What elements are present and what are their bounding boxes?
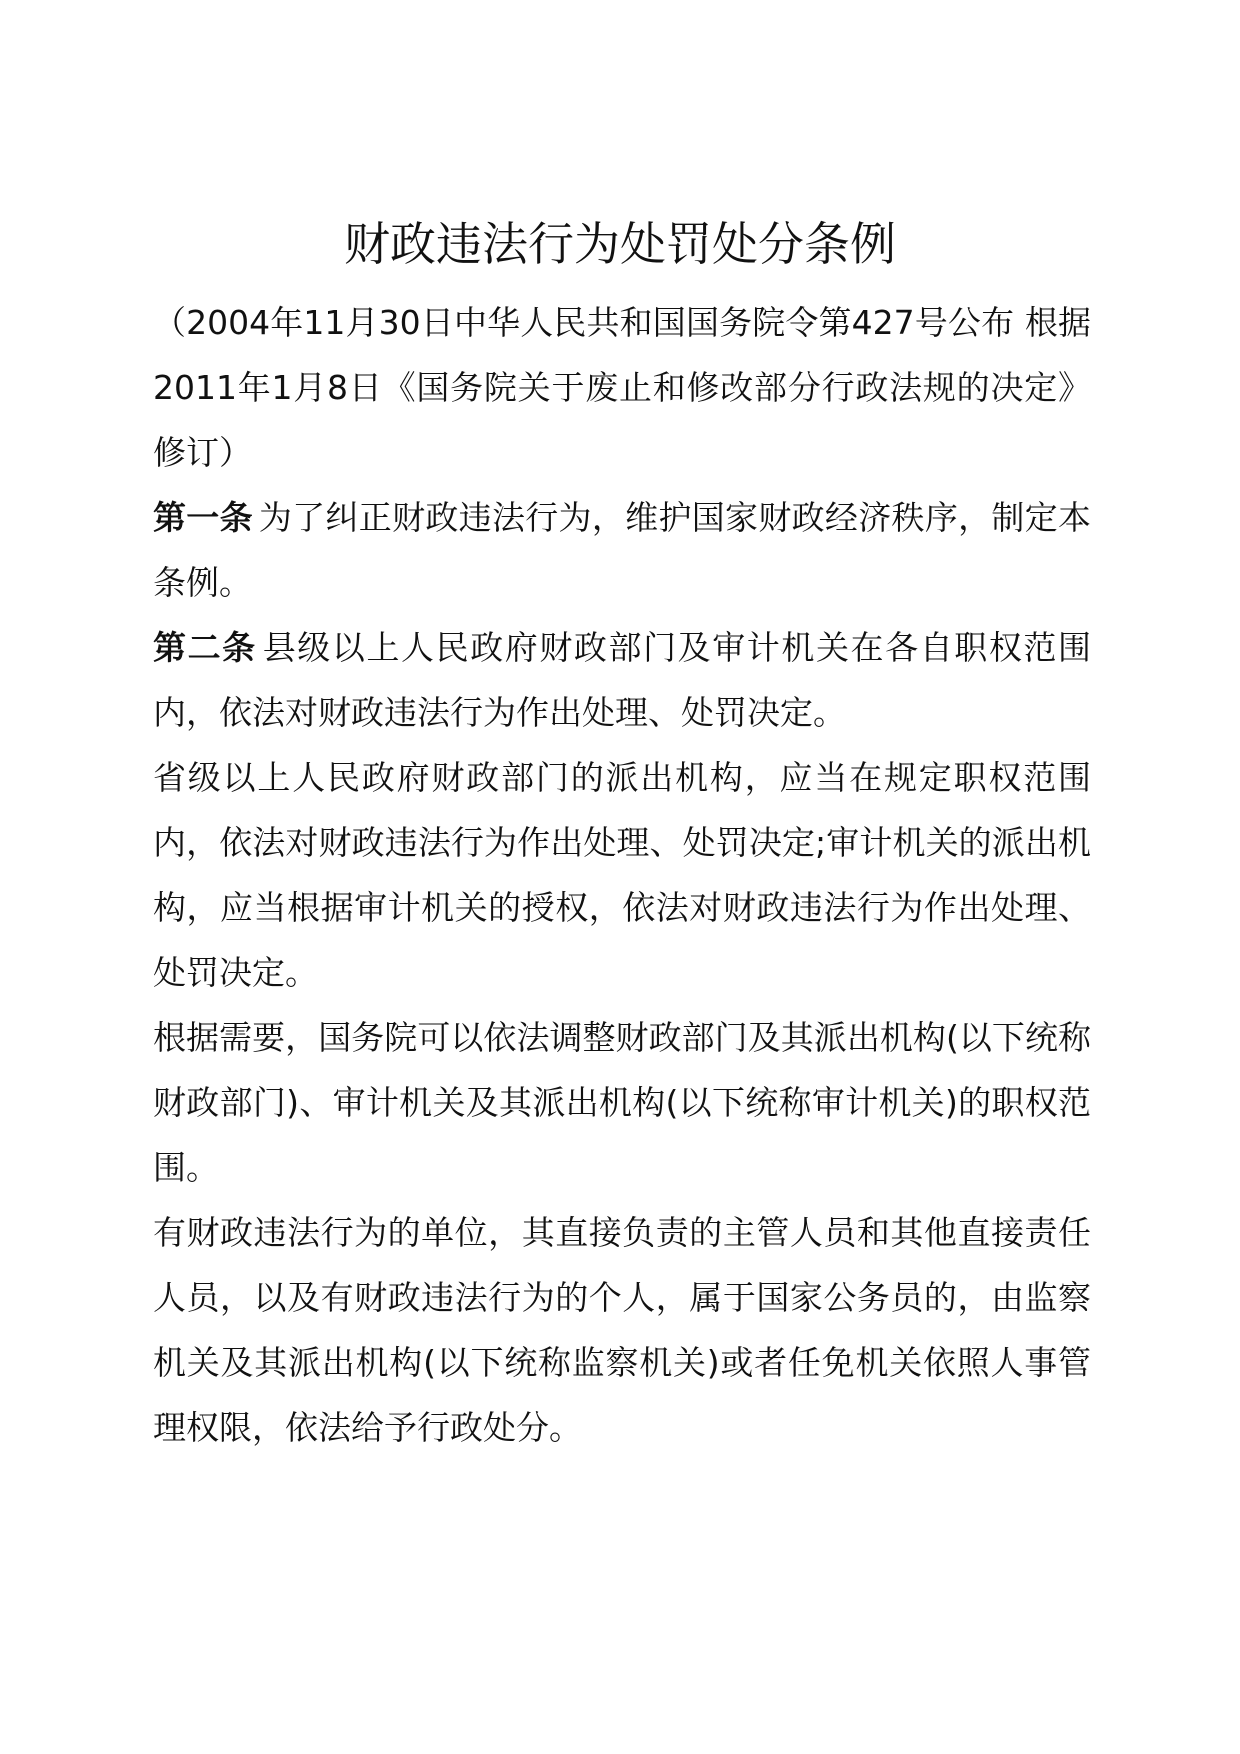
article-2-text: 县级以上人民政府财政部门及审计机关在各自职权范围内，依法对财政违法行为作出处理、处罚决定。 [153,628,1092,732]
article-1-text: 为了纠正财政违法行为，维护国家财政经济秩序，制定本条例。 [153,498,1092,602]
article-2-paragraph-3: 根据需要，国务院可以依法调整财政部门及其派出机构(以下统称财政部门)、审计机关及其派出机构(以下统称审计机关)的职权范围。 [153,1018,1091,1187]
document-body [153,290,1091,1460]
document-title: 财政违法行为处罚处分条例 [344,217,896,271]
article-2-label: 第二条 [153,628,257,667]
article-2-paragraph-4: 有财政违法行为的单位，其直接负责的主管人员和其他直接责任人员，以及有财政违法行为的个人，属于国家公务员的，由监察机关及其派出机构(以下统称监察机关)或者任免机关依照人事管理权限，依法给予行政处分。 [153,1213,1091,1447]
article-1 [153,485,1091,615]
article-1-label: 第一条 [153,498,253,537]
article-2-paragraph-2: 省级以上人民政府财政部门的派出机构，应当在规定职权范围内，依法对财政违法行为作出处理、处罚决定;审计机关的派出机构，应当根据审计机关的授权，依法对财政违法行为作出处理、处罚决定。 [153,758,1091,992]
article-2 [153,615,1091,745]
preamble: （2004年11月30日中华人民共和国国务院令第427号公布 根据2011年1月8日《国务院关于废止和修改部分行政法规的决定》修订） [153,303,1091,472]
